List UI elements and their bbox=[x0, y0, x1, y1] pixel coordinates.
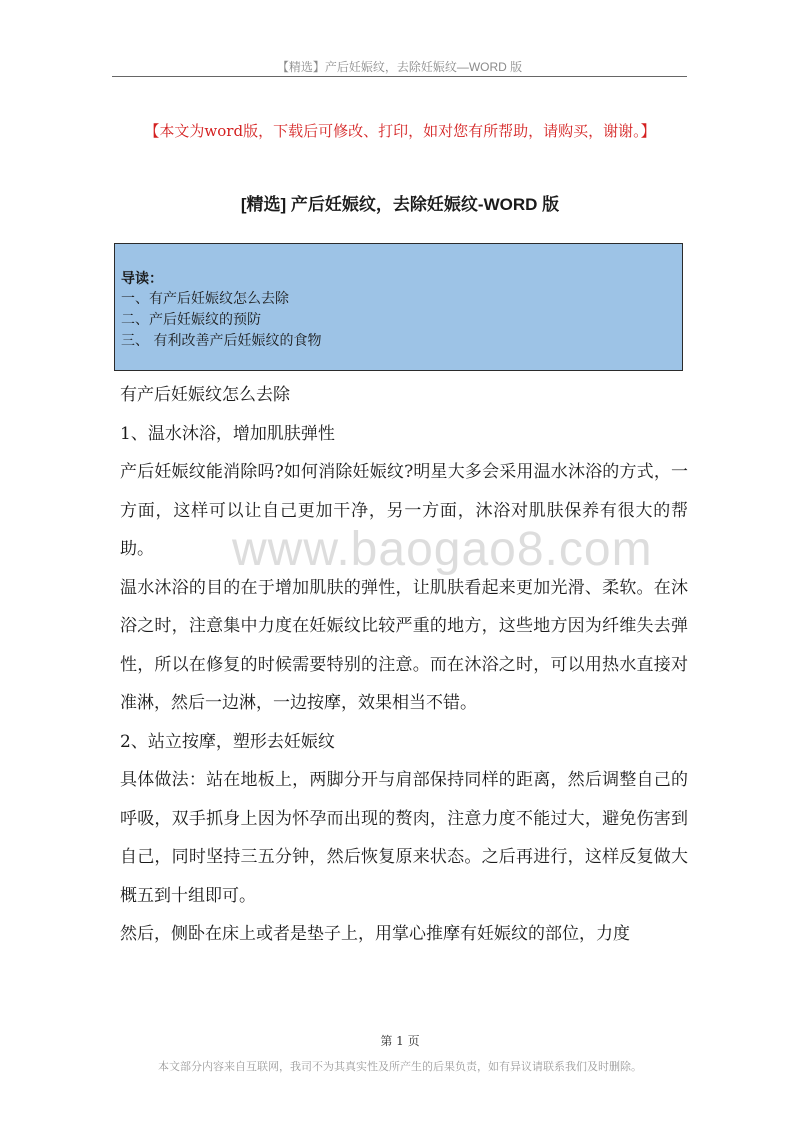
guide-item-1: 一、有产后妊娠纹怎么去除 bbox=[121, 291, 289, 307]
guide-item-3: 三、 有利改善产后妊娠纹的食物 bbox=[121, 333, 322, 349]
purchase-notice: 【本文为word版，下载后可修改、打印，如对您有所帮助，请购买，谢谢。】 bbox=[144, 122, 656, 140]
page-header: 【精选】产后妊娠纹，去除妊娠纹—WORD 版 bbox=[276, 60, 523, 74]
guide-item-2: 二、产后妊娠纹的预防 bbox=[121, 312, 261, 328]
page-number: 第 1 页 bbox=[380, 1034, 420, 1048]
paragraph: 然后，侧卧在床上或者是垫子上，用掌心推摩有妊娠纹的部位，力度 bbox=[120, 924, 630, 944]
guide-box bbox=[114, 243, 683, 371]
document-title: [精选] 产后妊娠纹，去除妊娠纹-WORD 版 bbox=[240, 195, 560, 214]
section-heading: 有产后妊娠纹怎么去除 bbox=[120, 385, 290, 405]
guide-label: 导读： bbox=[121, 270, 163, 286]
subheading-warm-bath: 1、温水沐浴，增加肌肤弹性 bbox=[120, 423, 335, 444]
paragraph: 产后妊娠纹能消除吗?如何消除妊娠纹?明星大多会采用温水沐浴的方式，一方面，这样可以让自己更加干净，另一方面，沐浴对肌肤保养有很大的帮助。 bbox=[120, 462, 688, 559]
watermark: www.baogao8.com bbox=[232, 523, 653, 576]
header-divider bbox=[112, 76, 687, 77]
paragraph: 温水沐浴的目的在于增加肌肤的弹性，让肌肤看起来更加光滑、柔软。在沐浴之时，注意集中力度在妊娠纹比较严重的地方，这些地方因为纤维失去弹性，所以在修复的时候需要特别的注意。而在沐浴之时，可以用热水直接对准淋，然后一边淋，一边按摩，效果相当不错。 bbox=[120, 577, 688, 713]
document-body bbox=[120, 376, 688, 954]
paragraph: 具体做法：站在地板上，两脚分开与肩部保持同样的距离，然后调整自己的呼吸，双手抓身上因为怀孕而出现的赘肉，注意力度不能过大，避免伤害到自己，同时坚持三五分钟，然后恢复原来状态。之后再进行，这样反复做大概五到十组即可。 bbox=[120, 770, 688, 906]
page-footer-disclaimer: 本文部分内容来自互联网，我司不为其真实性及所产生的后果负责，如有异议请联系我们及时删除。 bbox=[158, 1060, 642, 1073]
subheading-standing-massage: 2、站立按摩，塑形去妊娠纹 bbox=[120, 731, 335, 752]
